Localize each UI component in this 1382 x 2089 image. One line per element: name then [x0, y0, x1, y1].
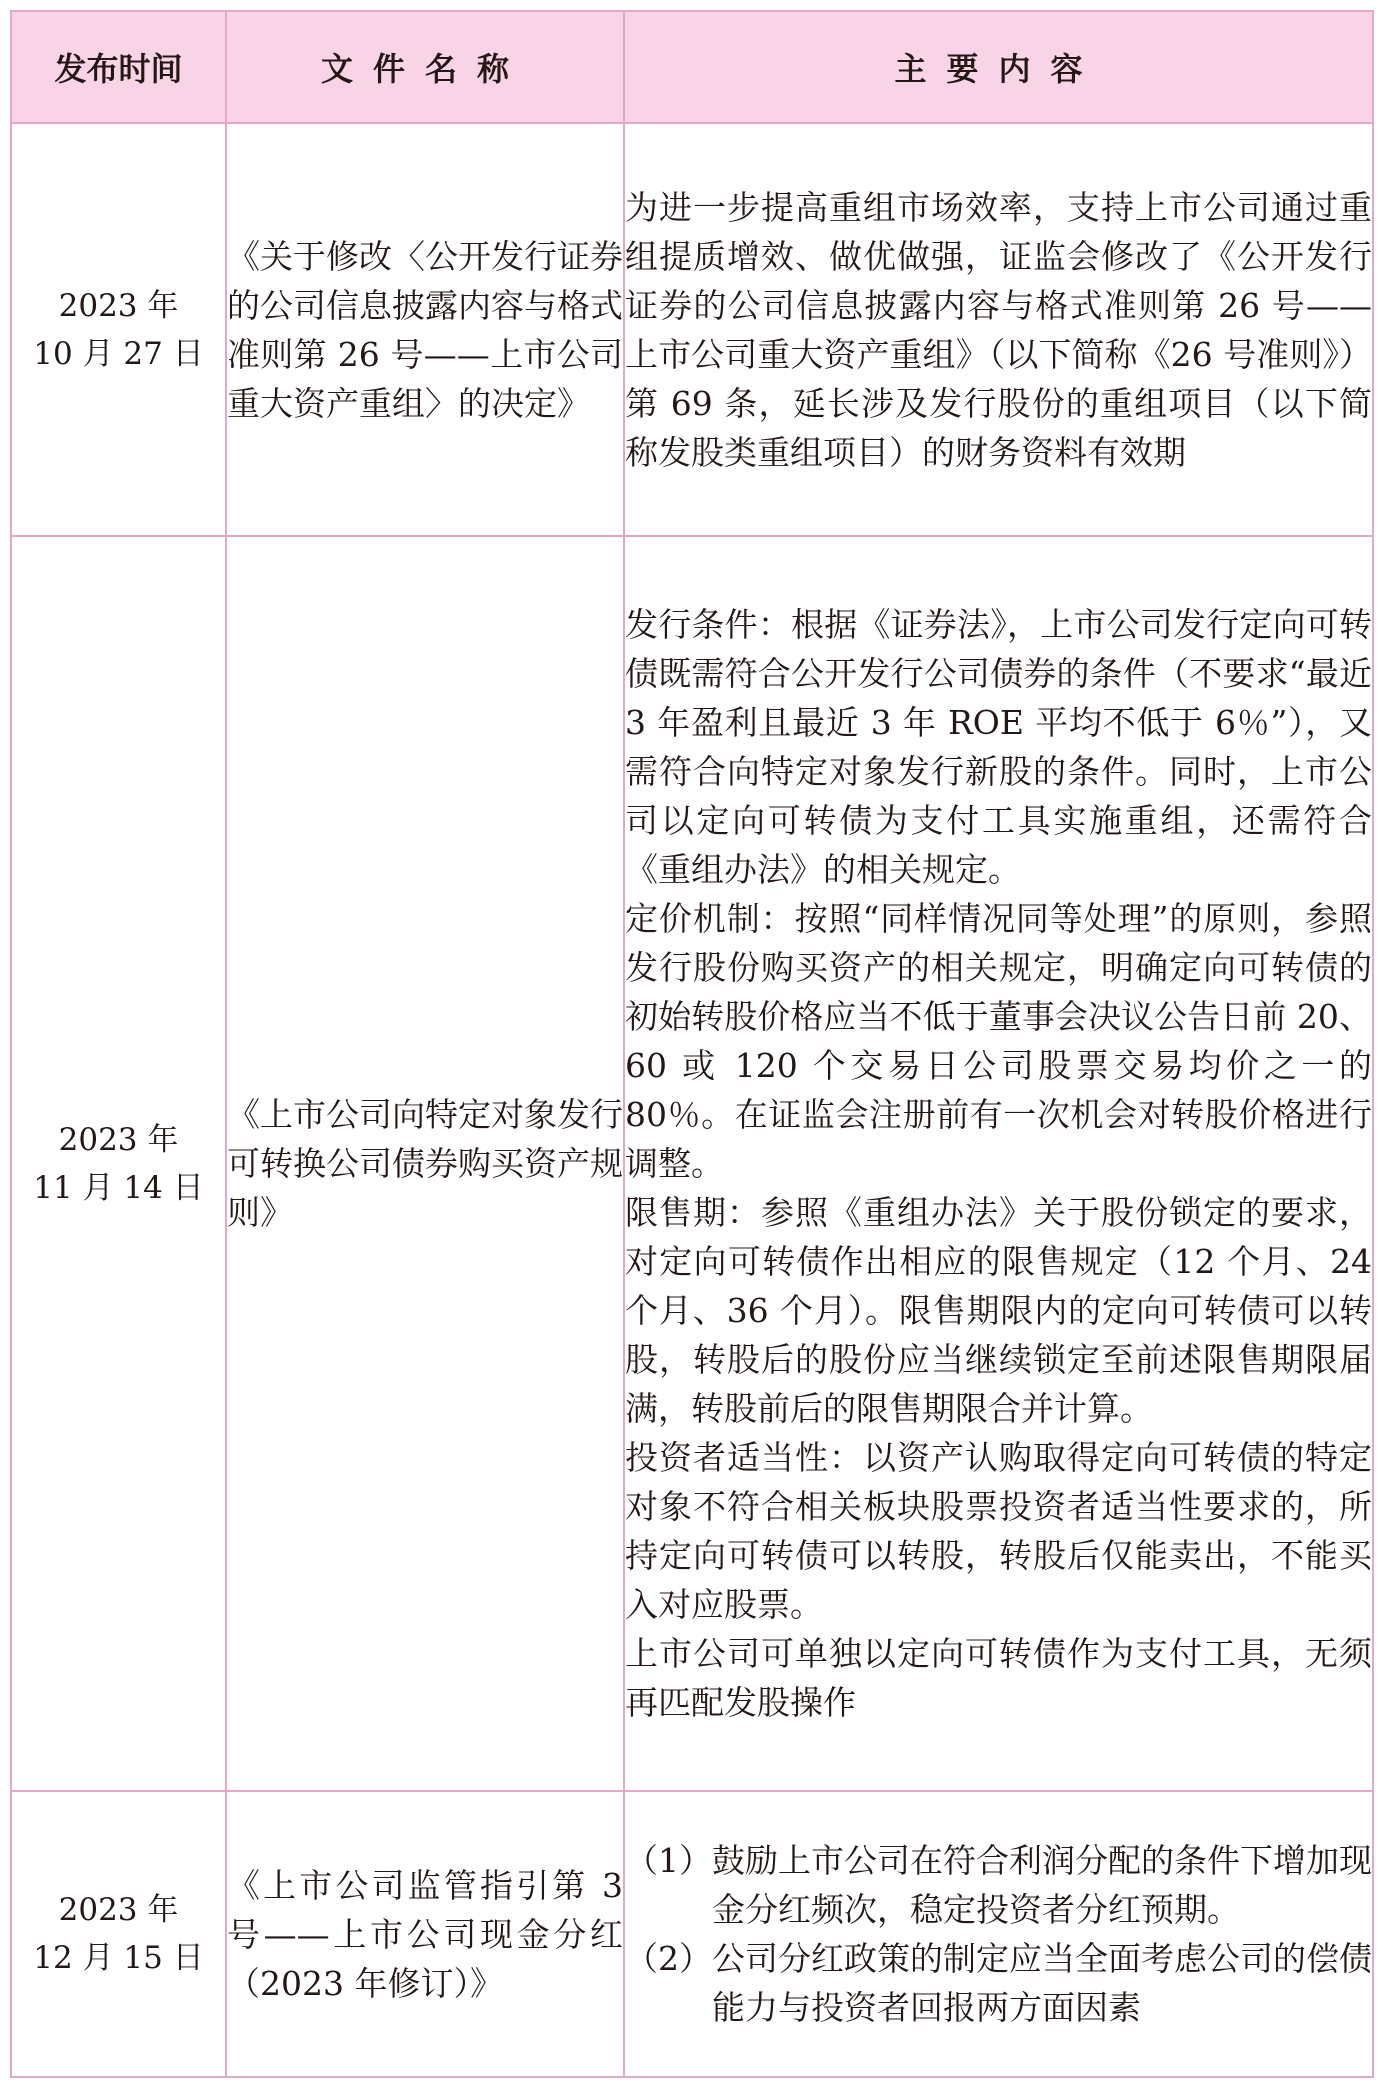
date-year: 2023 年: [58, 1121, 179, 1158]
content-cell: [624, 123, 1373, 536]
content-paragraph: 限售期：参照《重组办法》关于股份锁定的要求，对定向可转债作出相应的限售规定（12 个月、24 个月、36 个月）。限售期限内的定向可转债可以转股，转股后的股份应当继续锁定至前述限售期限届满，转股前后的限售期限合并计算。: [625, 1193, 1372, 1428]
header-date: 发布时间: [11, 11, 226, 123]
table-row: [11, 123, 1373, 536]
date-day: 12 月 15 日: [33, 1940, 204, 1976]
document-name-cell: 《关于修改〈公开发行证券的公司信息披露内容与格式准则第 26 号——上市公司重大资产重组〉的决定》: [226, 123, 624, 536]
item-number: （1）: [625, 1841, 712, 1880]
date-day: 10 月 27 日: [33, 335, 204, 372]
content-cell: [624, 536, 1373, 1791]
content-paragraph: 投资者适当性：以资产认购取得定向可转债的特定对象不符合相关板块股票投资者适当性要求的，所持定向可转债可以转股，转股后仅能卖出，不能买入对应股票。: [625, 1438, 1372, 1624]
date-year: 2023 年: [58, 287, 179, 324]
document-name-cell: 《上市公司监管指引第 3 号——上市公司现金分红（2023 年修订）》: [226, 1791, 624, 2077]
header-content: 主要内容: [624, 11, 1373, 123]
item-text: 公司分红政策的制定应当全面考虑公司的偿债能力与投资者回报两方面因素: [712, 1939, 1372, 2027]
content-paragraph: 上市公司可单独以定向可转债作为支付工具，无须再匹配发股操作: [625, 1634, 1372, 1722]
date-cell: [11, 1791, 226, 2077]
date-day: 11 月 14 日: [33, 1169, 204, 1206]
date-cell: [11, 536, 226, 1791]
content-paragraph: 定价机制：按照“同样情况同等处理”的原则，参照发行股份购买资产的相关规定，明确定向可转债的初始转股价格应当不低于董事会决议公告日前 20、60 或 120 个交易日公司股票交易均价之一的 80％。在证监会注册前有一次机会对转股价格进行调整。: [625, 899, 1372, 1183]
document-name-cell: 《上市公司向特定对象发行可转换公司债券购买资产规则》: [226, 536, 624, 1791]
date-year: 2023 年: [58, 1892, 179, 1928]
content-paragraph: 为进一步提高重组市场效率，支持上市公司通过重组提质增效、做优做强，证监会修改了《公开发行证券的公司信息披露内容与格式准则第 26 号——上市公司重大资产重组》（以下简称《26 号准则》）第 69 条，延长涉及发行股份的重组项目（以下简称发股类重组项目）的财务资料有效期: [625, 187, 1372, 472]
header-name: 文件名称: [226, 11, 624, 123]
table-row: [11, 536, 1373, 1791]
date-cell: [11, 123, 226, 536]
numbered-item: [625, 1836, 1372, 1934]
table-header-row: [11, 11, 1373, 123]
content-paragraph: 发行条件：根据《证券法》，上市公司发行定向可转债既需符合公开发行公司债券的条件（不要求“最近 3 年盈利且最近 3 年 ROE 平均不低于 6％”），又需符合向特定对象发行新股的条件。同时，上市公司以定向可转债为支付工具实施重组，还需符合《重组办法》的相关规定。: [625, 605, 1372, 889]
item-text: 鼓励上市公司在符合利润分配的条件下增加现金分红频次，稳定投资者分红预期。: [712, 1841, 1372, 1929]
item-number: （2）: [625, 1939, 712, 1978]
content-cell: [624, 1791, 1373, 2077]
policy-table: [10, 10, 1374, 2078]
table-row: [11, 1791, 1373, 2077]
numbered-item: [625, 1934, 1372, 2032]
